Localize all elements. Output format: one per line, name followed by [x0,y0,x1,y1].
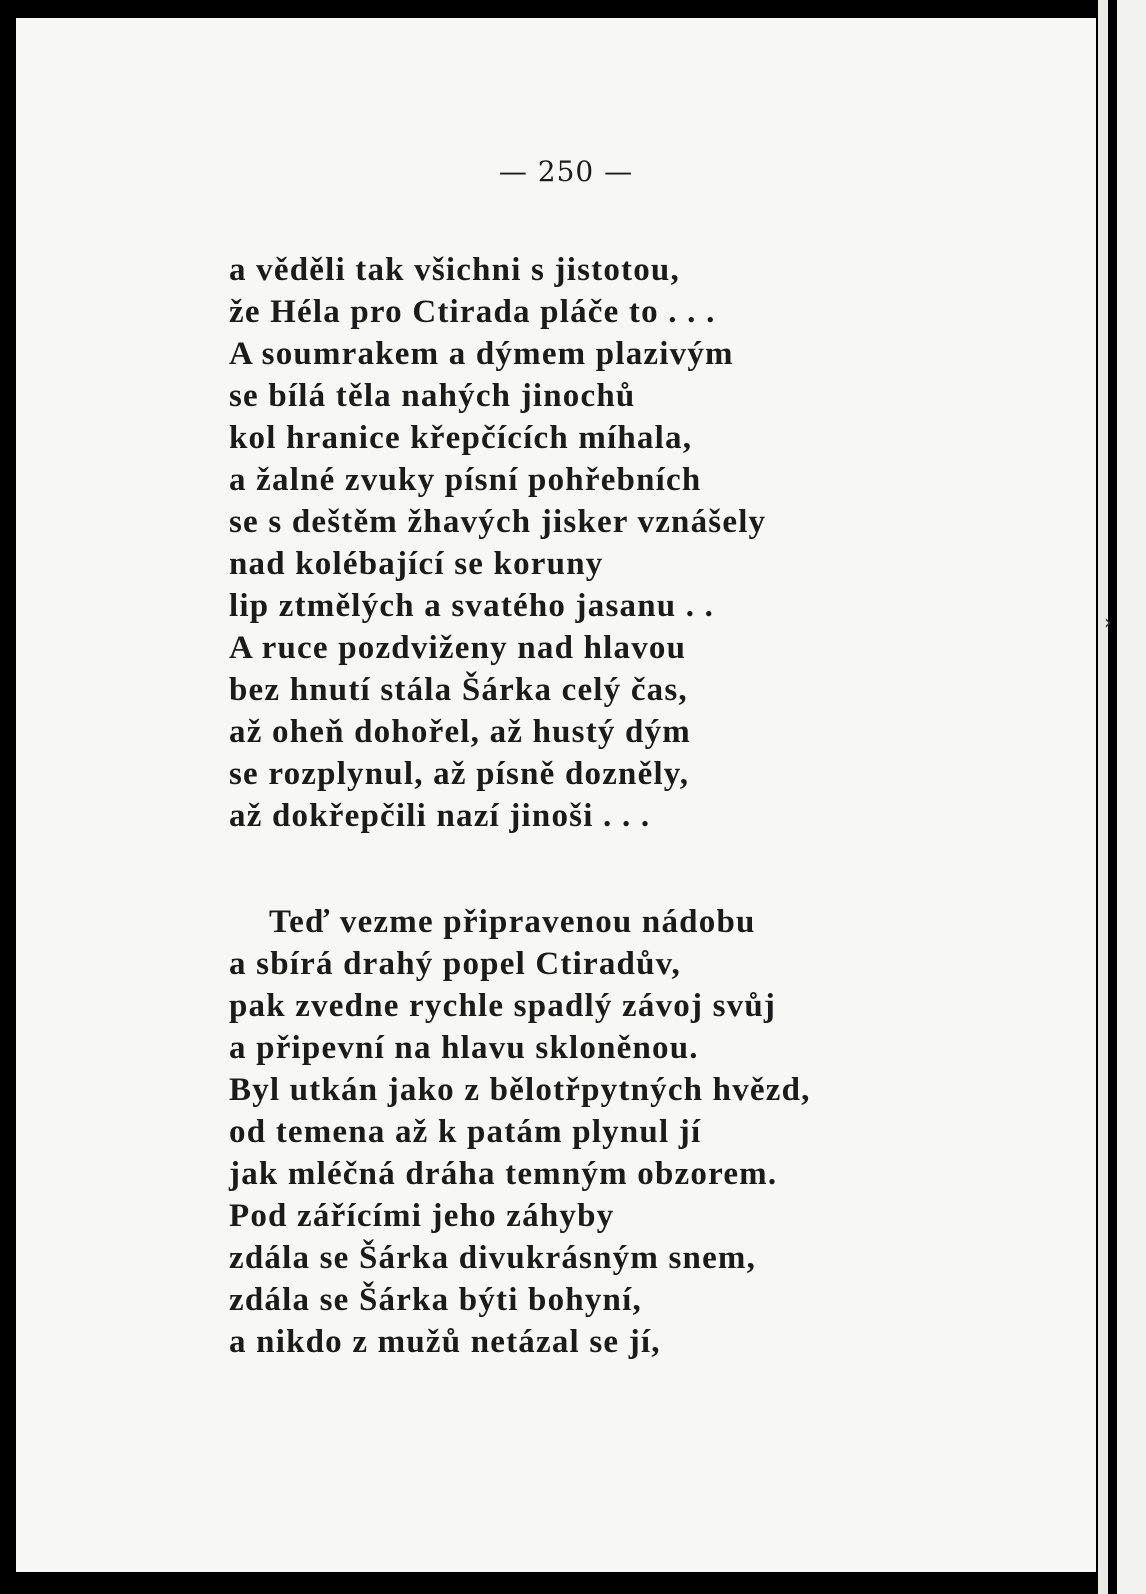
binding-strip [1117,0,1146,1594]
poem-line: zdála se Šárka býti bohyní, [229,1282,642,1318]
poem-line: Pod zářícími jeho záhyby [229,1198,615,1234]
poem-line: a nikdo z mužů netázal se jí, [229,1324,661,1360]
poem-line: lip ztmělých a svatého jasanu . . [229,588,715,624]
poem-line: pak zvedne rychle spadlý závoj svůj [229,988,777,1024]
page-number: — 250 — [498,155,634,188]
poem-line: a sbírá drahý popel Ctiradův, [229,946,681,982]
poem-line: A ruce pozdviženy nad hlavou [229,630,687,666]
stanza-1 [229,249,766,837]
poem-line: jak mléčná dráha temným obzorem. [229,1156,778,1192]
poem-line: a věděli tak všichni s jistotou, [229,252,680,288]
stanza-2 [229,901,811,1363]
poem-line: a připevní na hlavu skloněnou. [229,1030,699,1066]
poem-line: se bílá těla nahých jinochů [229,378,636,414]
poem-line: se rozplynul, až písně dozněly, [229,756,690,792]
poem-line: se s deštěm žhavých jisker vznášely [229,504,767,540]
poem-line: a žalné zvuky písní pohřebních [229,462,702,498]
poem-line: nad kolébající se koruny [229,546,604,582]
poem-line: až oheň dohořel, až hustý dým [229,714,691,750]
poem-line: že Héla pro Ctirada pláče to . . . [229,294,716,330]
book-page [16,18,1096,1572]
binding-mark-icon: › [1104,610,1112,634]
poem-line: od temena až k patám plynul jí [229,1114,702,1150]
poem-line: Byl utkán jako z bělotřpytných hvězd, [229,1072,811,1108]
poem-line: A soumrakem a dýmem plazivým [229,336,734,372]
poem-line: až dokřepčili nazí jinoši . . . [229,798,651,834]
poem-line: Teď vezme připravenou nádobu [269,904,756,940]
binding-edge [1098,0,1108,1594]
poem-line: kol hranice křepčících míhala, [229,420,693,456]
poem-line: bez hnutí stála Šárka celý čas, [229,672,688,708]
poem-line: zdála se Šárka divukrásným snem, [229,1240,757,1276]
